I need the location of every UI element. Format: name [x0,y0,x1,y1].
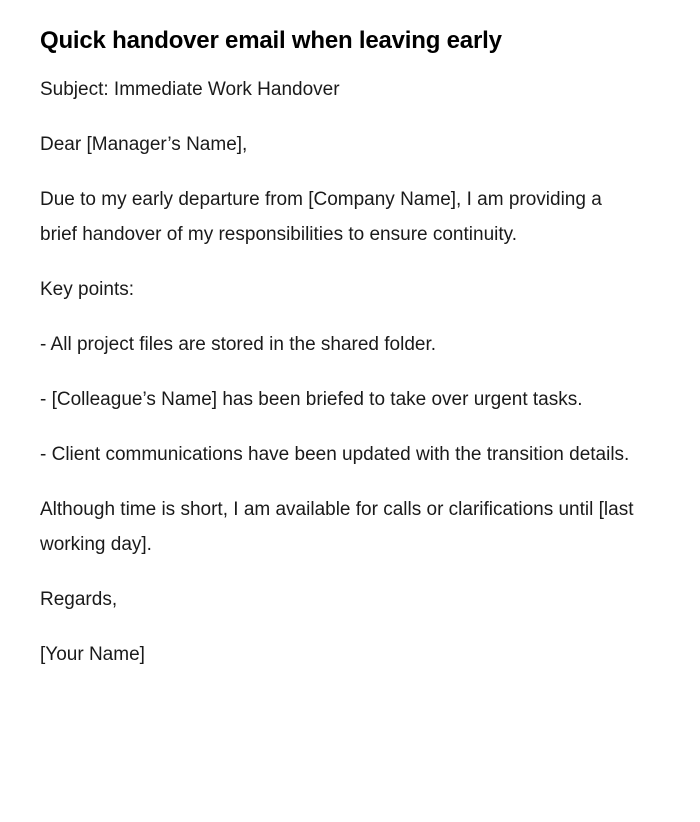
email-greeting: Dear [Manager’s Name], [40,134,248,155]
key-point-item: - Client communications have been updated with the transition details. [40,444,630,465]
closing-paragraph: Although time is short, I am available for calls or clarifications until [last working day]. [40,499,634,555]
document-title: Quick handover email when leaving early [40,27,502,54]
sign-off: Regards, [40,589,118,610]
email-subject: Subject: Immediate Work Handover [40,79,340,100]
email-intro: Due to my early departure from [Company Name], I am providing a brief handover of my responsibilities to ensure continuity. [40,189,602,245]
key-points-heading: Key points: [40,279,134,300]
key-point-item: - All project files are stored in the shared folder. [40,334,437,355]
key-point-item: - [Colleague’s Name] has been briefed to take over urgent tasks. [40,389,583,410]
signature: [Your Name] [40,644,145,665]
